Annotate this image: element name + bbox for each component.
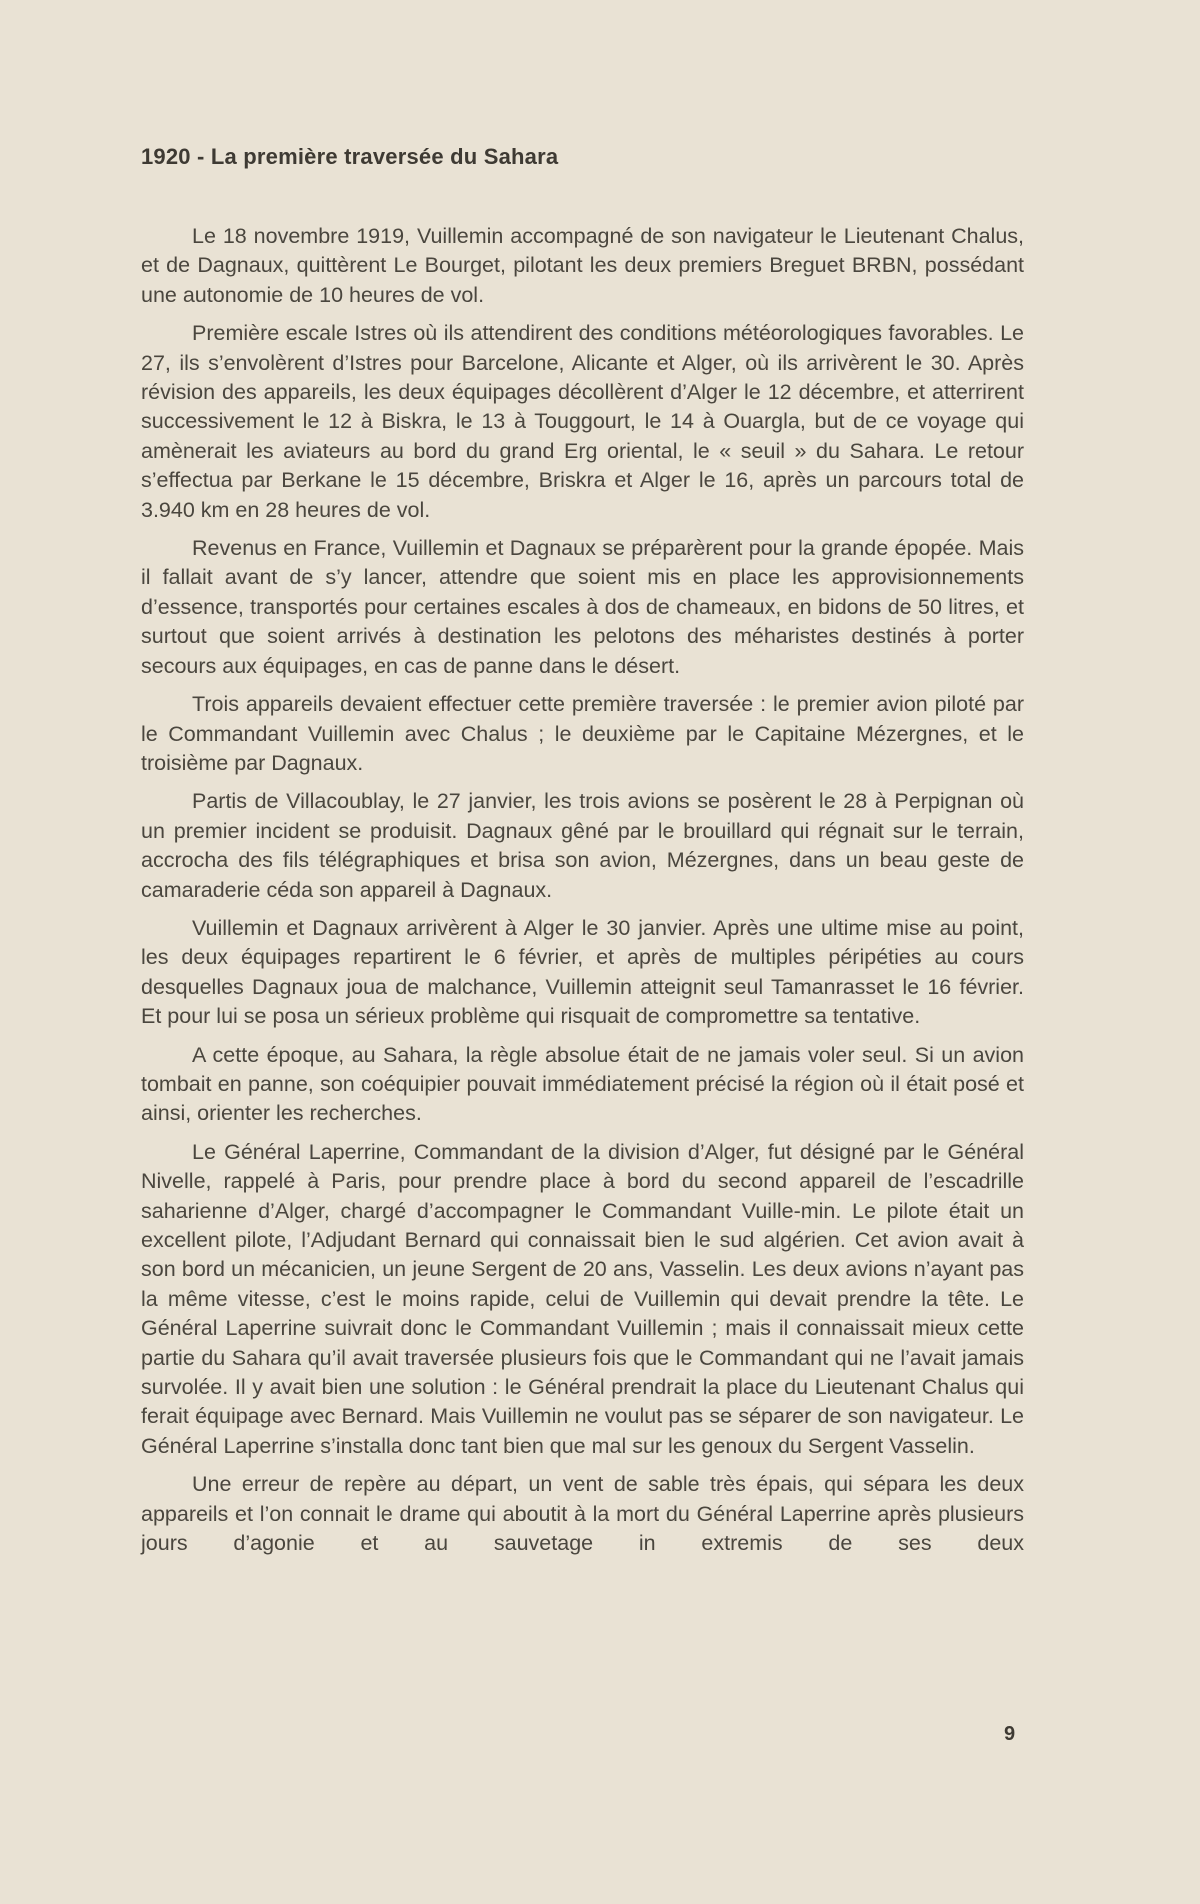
paragraph: Vuillemin et Dagnaux arrivèrent à Alger le 30 janvier. Après une ultime mise au point, les deux équipages repartirent le 6 février, et après de multiples péripéties au cours desquelles Dagnaux joua de malchance, Vuillemin atteignit seul Tamanrasset le 16 février. Et pour lui se posa un sérieux problème qui risquait de compromettre sa tentative.: [141, 915, 1024, 1029]
paragraph: Revenus en France, Vuillemin et Dagnaux se préparèrent pour la grande épopée. Mais il fallait avant de s’y lancer, attendre que soient mis en place les approvisionnements d’essence, transportés pour certaines escales à dos de chameaux, en bidons de 50 litres, et surtout que soient arrivés à destination les pelotons des méharistes destinés à porter secours aux équipages, en cas de panne dans le désert.: [141, 536, 1024, 678]
body-text: [141, 222, 1024, 1558]
paragraph: Une erreur de repère au départ, un vent de sable très épais, qui sépara les deux appareils et l’on connait le drame qui aboutit à la mort du Général Laperrine après plusieurs jours d’agonie et au sauvetage in extremis de ses deux: [141, 1472, 1024, 1556]
paragraph: A cette époque, au Sahara, la règle absolue était de ne jamais voler seul. Si un avion tombait en panne, son coéquipier pouvait immédiatement précisé la région où il était posé et ainsi, orienter les recherches.: [141, 1042, 1024, 1126]
paragraph: Le 18 novembre 1919, Vuillemin accompagné de son navigateur le Lieutenant Chalus, et de Dagnaux, quittèrent Le Bourget, pilotant les deux premiers Breguet BRBN, possédant une autonomie de 10 heures de vol.: [141, 224, 1024, 307]
section-heading: 1920 - La première traversée du Sahara: [141, 144, 559, 169]
paragraph: Le Général Laperrine, Commandant de la division d’Alger, fut désigné par le Général Nivelle, rappelé à Paris, pour prendre place à bord du second appareil de l’escadrille saharienne d’Alger, chargé d’accompagner le Commandant Vuille-min. Le pilote était un excellent pilote, l’Adjudant Bernard qui connaissait bien le sud algérien. Cet avion avait à son bord un mécanicien, un jeune Sergent de 20 ans, Vasselin. Les deux avions n’ayant pas la même vitesse, c’est le moins rapide, celui de Vuillemin qui devait prendre la tête. Le Général Laperrine suivrait donc le Commandant Vuillemin ; mais il connaissait mieux cette partie du Sahara qu’il avait traversée plusieurs fois que le Commandant qui ne l’avait jamais survolée. Il y avait bien une solution : le Général prendrait la place du Lieutenant Chalus qui ferait équipage avec Bernard. Mais Vuillemin ne voulut pas se séparer de son navigateur. Le Général Laperrine s’installa donc tant bien que mal sur les genoux du Sergent Vasselin.: [141, 1139, 1024, 1458]
paragraph: Partis de Villacoublay, le 27 janvier, les trois avions se posèrent le 28 à Perpignan où un premier incident se produisit. Dagnaux gêné par le brouillard qui régnait sur le terrain, accrocha des fils télégraphiques et brisa son avion, Mézergnes, dans un beau geste de camaraderie céda son appareil à Dagnaux.: [141, 789, 1024, 902]
page-number: 9: [1004, 1723, 1016, 1745]
paragraph: Trois appareils devaient effectuer cette première traversée : le premier avion piloté par le Commandant Vuillemin avec Chalus ; le deuxième par le Capitaine Mézergnes, et le troisième par Dagnaux.: [141, 692, 1024, 775]
paragraph: Première escale Istres où ils attendirent des conditions météorologiques favorables. Le 27, ils s’envolèrent d’Istres pour Barcelone, Alicante et Alger, où ils arrivèrent le 30. Après révision des appareils, les deux équipages décollèrent d’Alger le 12 décembre, et atterrirent successivement le 12 à Biskra, le 13 à Touggourt, le 14 à Ouargla, but de ce voyage qui amènerait les aviateurs au bord du grand Erg oriental, le « seuil » du Sahara. Le retour s’effectua par Berkane le 15 décembre, Briskra et Alger le 16, après un parcours total de 3.940 km en 28 heures de vol.: [141, 321, 1024, 522]
